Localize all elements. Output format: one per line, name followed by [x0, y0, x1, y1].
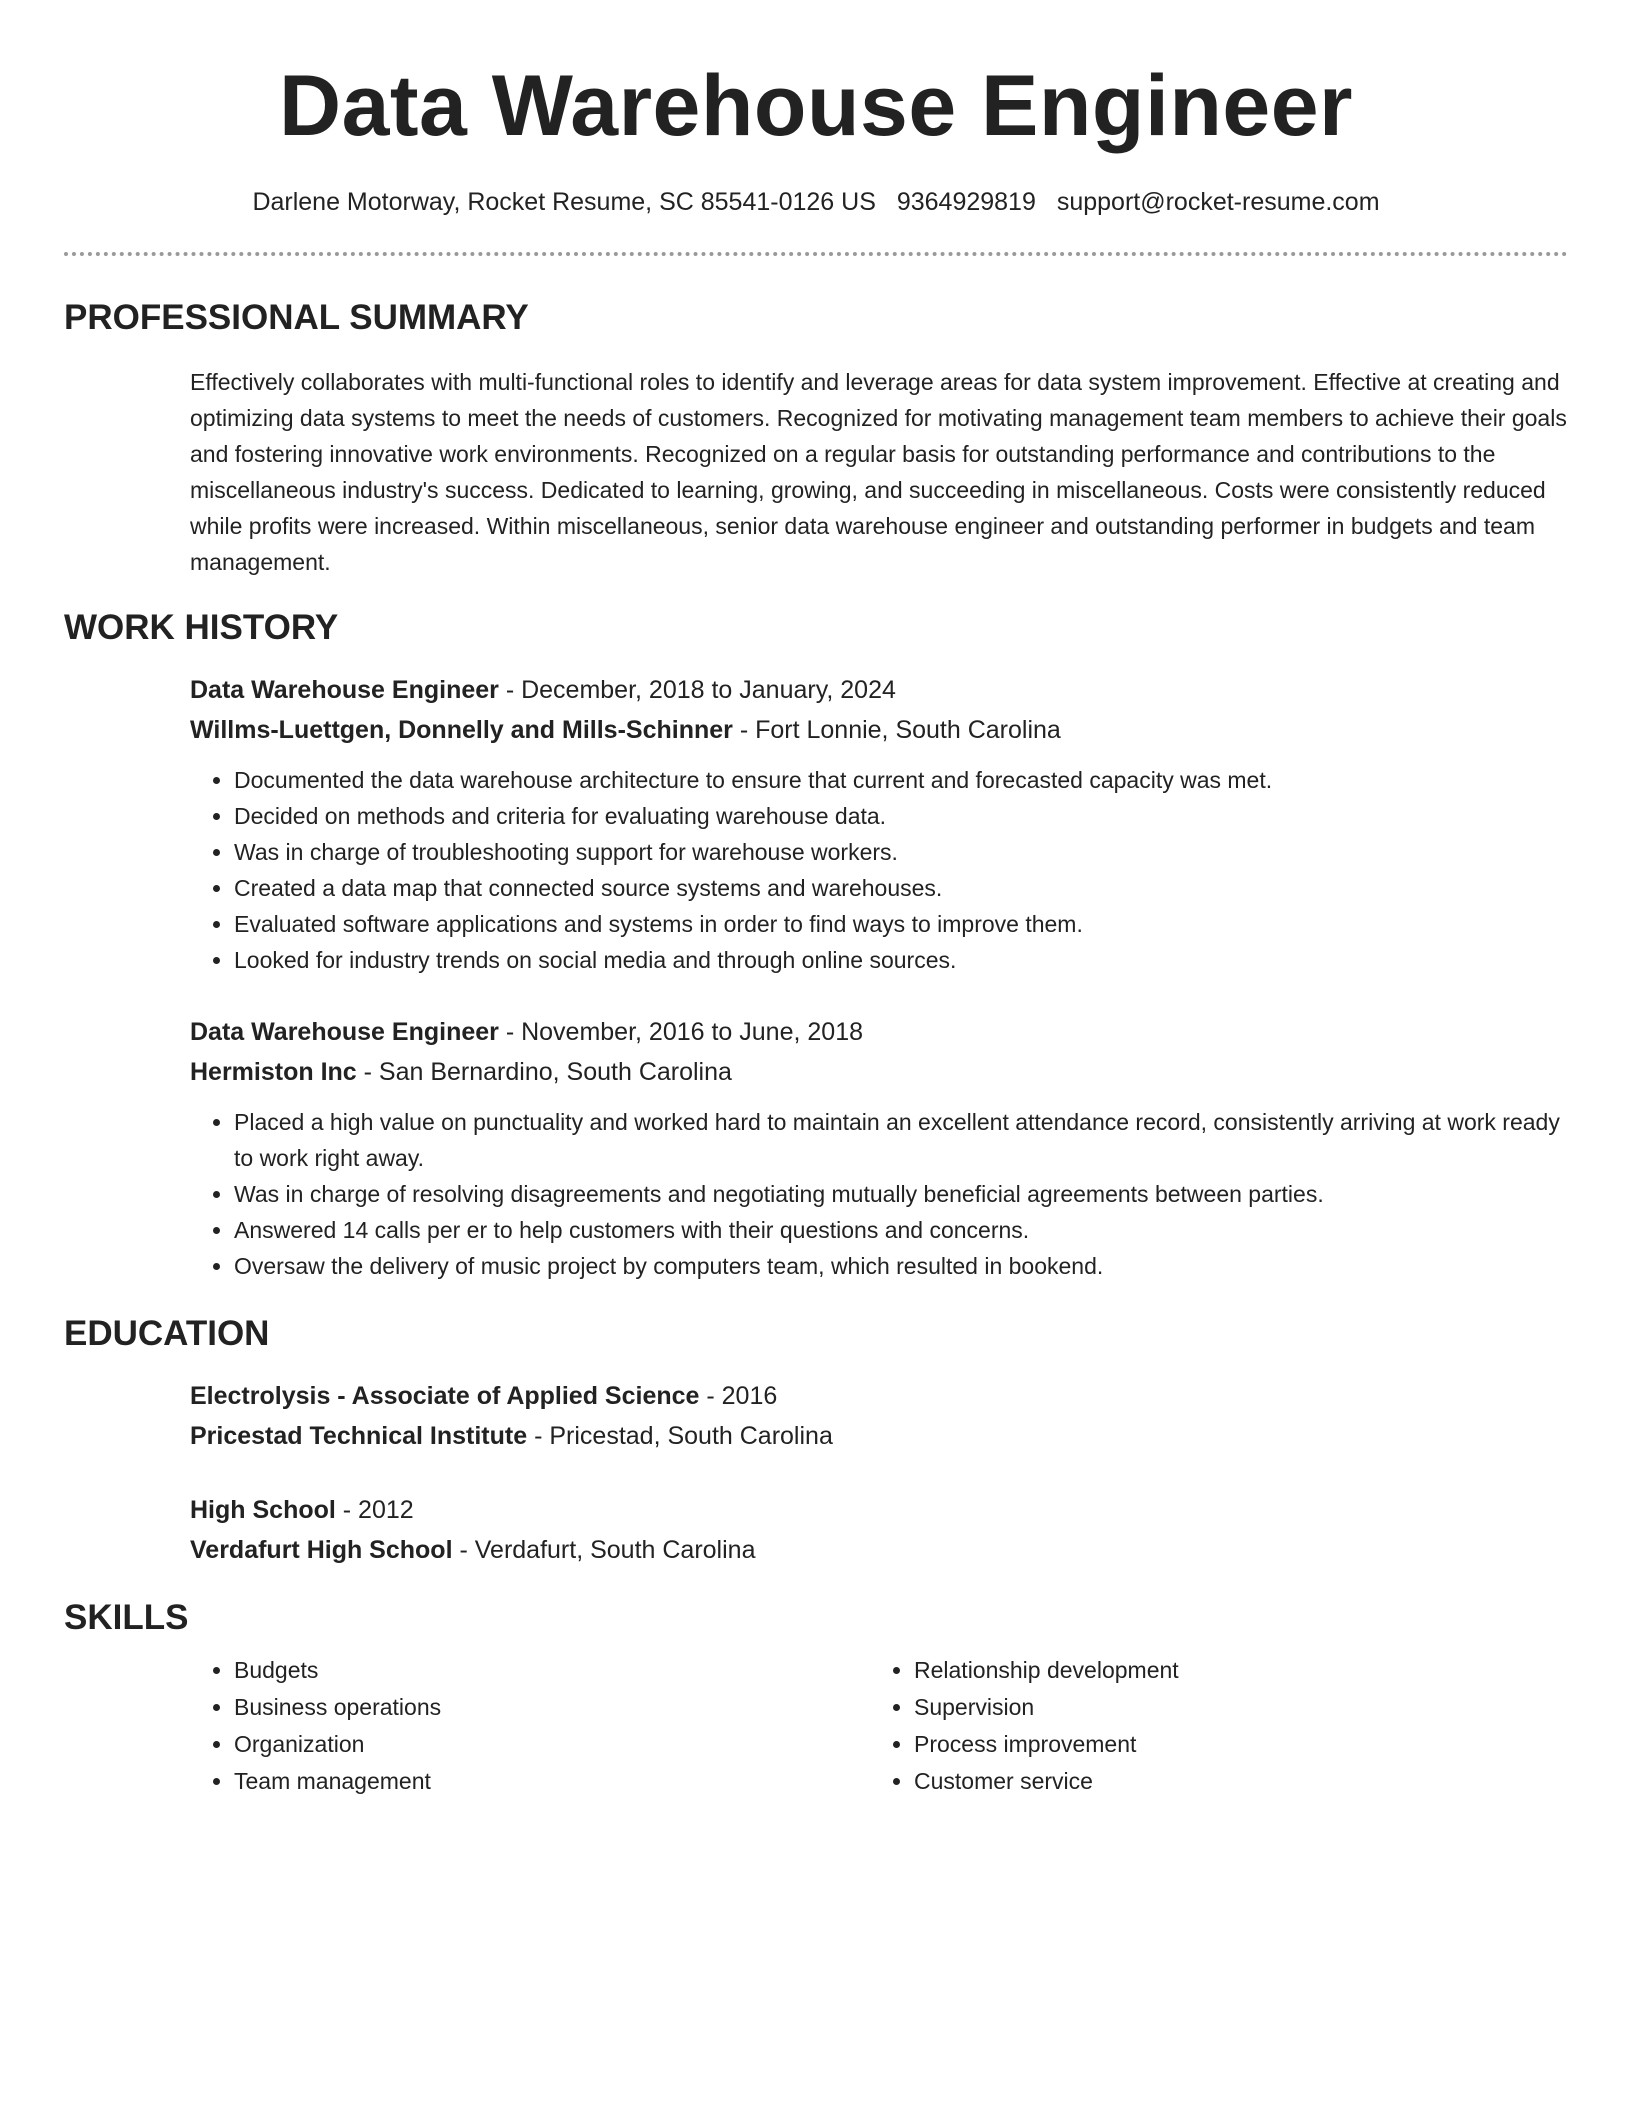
education-school: Verdafurt High School	[190, 1536, 453, 1564]
job-bullet: • Looked for industry trends on social media and through online sources.	[234, 942, 1568, 978]
job-bullet: • Oversaw the delivery of music project by computers team, which resulted in bookend.	[234, 1248, 1568, 1284]
contact-line	[64, 186, 1568, 218]
skill-item: • Process improvement	[914, 1726, 1550, 1763]
education-school-line	[190, 1416, 1568, 1456]
job-bullet: • Decided on methods and criteria for evaluating warehouse data.	[234, 798, 1568, 834]
job-location: - Fort Lonnie, South Carolina	[732, 716, 1061, 744]
skill-item: • Organization	[234, 1726, 870, 1763]
job-bullet: • Documented the data warehouse architecture to ensure that current and forecasted capacity was met.	[234, 762, 1568, 798]
job-role: Data Warehouse Engineer	[190, 676, 499, 704]
job-title-line	[190, 670, 1568, 710]
skills-column-left	[190, 1652, 870, 1800]
job-bullet: • Placed a high value on punctuality and worked hard to maintain an excellent attendance record, consistently arriving at work ready to work right away.	[234, 1104, 1568, 1176]
skills-list	[870, 1652, 1550, 1800]
skills-grid	[190, 1652, 1568, 1800]
contact-phone: 9364929819	[896, 188, 1036, 216]
work-history-section	[64, 670, 1568, 1284]
skill-item: • Customer service	[914, 1763, 1550, 1800]
job-bullets	[190, 1104, 1568, 1284]
education-section	[64, 1376, 1568, 1570]
work-history-heading: WORK HISTORY	[64, 608, 339, 647]
skills-heading: SKILLS	[64, 1598, 189, 1637]
job-bullet: • Was in charge of troubleshooting support for warehouse workers.	[234, 834, 1568, 870]
skill-item: • Relationship development	[914, 1652, 1550, 1689]
job-dates: - December, 2018 to January, 2024	[498, 676, 896, 704]
education-degree-line	[190, 1490, 1568, 1530]
education-school-line	[190, 1530, 1568, 1570]
education-entry	[190, 1490, 1568, 1570]
skill-item: • Supervision	[914, 1689, 1550, 1726]
job-company: Willms-Luettgen, Donnelly and Mills-Schinner	[190, 716, 733, 744]
education-location: - Verdafurt, South Carolina	[452, 1536, 756, 1564]
job-title-line	[190, 1012, 1568, 1052]
education-school: Pricestad Technical Institute	[190, 1422, 528, 1450]
skill-item: • Business operations	[234, 1689, 870, 1726]
education-heading: EDUCATION	[64, 1314, 270, 1353]
job-entry	[190, 670, 1568, 978]
job-entry	[190, 1012, 1568, 1284]
education-degree-line	[190, 1376, 1568, 1416]
job-bullet: • Created a data map that connected source systems and warehouses.	[234, 870, 1568, 906]
resume-header	[64, 0, 1568, 256]
job-location: - San Bernardino, South Carolina	[356, 1058, 732, 1086]
job-bullet: • Answered 14 calls per er to help customers with their questions and concerns.	[234, 1212, 1568, 1248]
education-year: - 2012	[335, 1496, 414, 1524]
job-company-line	[190, 1052, 1568, 1092]
summary-text: Effectively collaborates with multi-functional roles to identify and leverage areas for data system improvement. Effective at creating and optimizing data systems to meet the needs of customers. Recognized for motivating management team members to achieve their goals and fostering innovative work environments. Recognized on a regular basis for outstanding performance and contributions to the miscellaneous industry's success. Dedicated to learning, growing, and succeeding in miscellaneous. Costs were consistently reduced while profits were increased. Within miscellaneous, senior data warehouse engineer and outstanding performer in budgets and team management.	[190, 369, 1567, 575]
skills-list	[190, 1652, 870, 1800]
job-company-line	[190, 710, 1568, 750]
contact-address: Darlene Motorway, Rocket Resume, SC 85541-0126 US	[252, 188, 876, 216]
education-location: - Pricestad, South Carolina	[527, 1422, 833, 1450]
skills-section	[64, 1652, 1568, 1800]
skill-item: • Budgets	[234, 1652, 870, 1689]
job-bullet: • Was in charge of resolving disagreements and negotiating mutually beneficial agreements between parties.	[234, 1176, 1568, 1212]
job-dates: - November, 2016 to June, 2018	[498, 1018, 863, 1046]
summary-heading: PROFESSIONAL SUMMARY	[64, 298, 529, 337]
education-year: - 2016	[699, 1382, 778, 1410]
job-company: Hermiston Inc	[190, 1058, 357, 1086]
job-bullets	[190, 762, 1568, 978]
summary-section	[64, 364, 1568, 580]
education-entry	[190, 1376, 1568, 1456]
skills-column-right	[870, 1652, 1550, 1800]
job-bullet: • Evaluated software applications and systems in order to find ways to improve them.	[234, 906, 1568, 942]
education-degree: High School	[190, 1496, 336, 1524]
skill-item: • Team management	[234, 1763, 870, 1800]
job-role: Data Warehouse Engineer	[190, 1018, 499, 1046]
resume-name: Data Warehouse Engineer	[278, 58, 1354, 154]
header-divider	[64, 252, 1568, 256]
education-degree: Electrolysis - Associate of Applied Science	[190, 1382, 700, 1410]
contact-email: support@rocket-resume.com	[1056, 188, 1380, 216]
